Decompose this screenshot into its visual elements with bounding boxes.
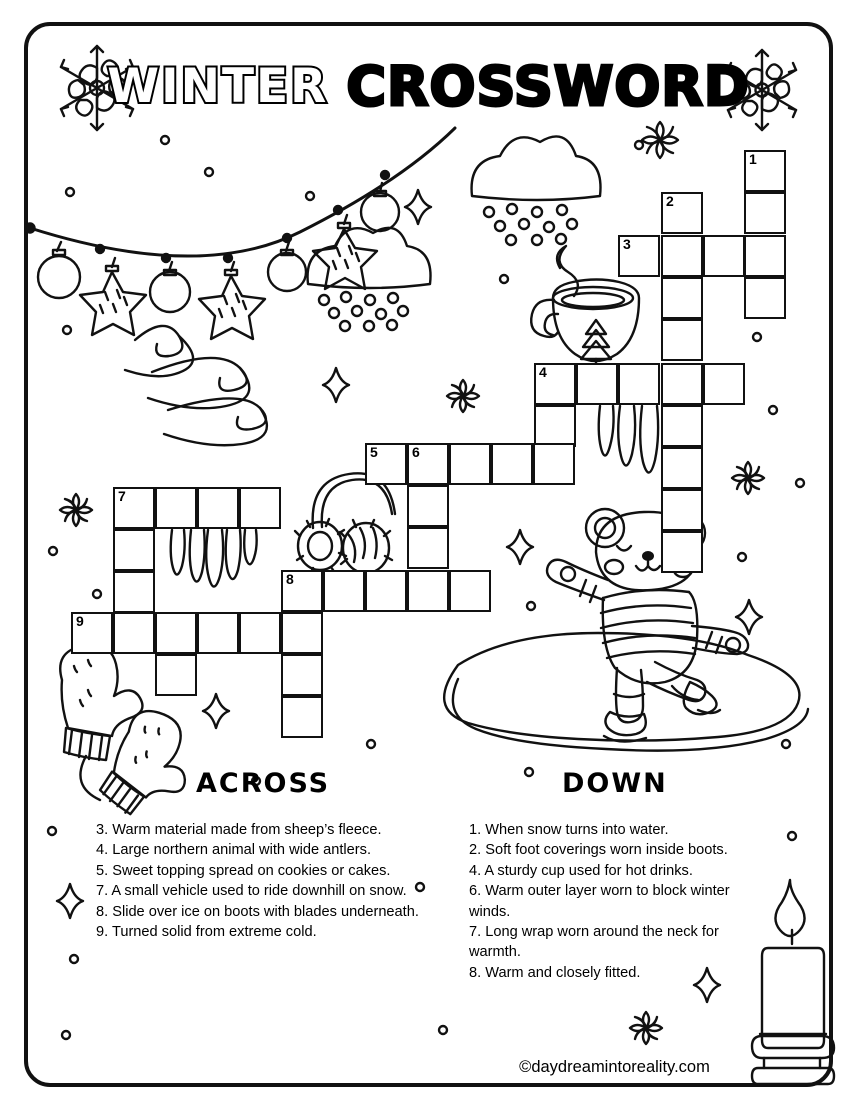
down-clue-8: 8. Warm and closely fitted. (469, 964, 641, 981)
cell-number: 3 (623, 236, 631, 252)
grid-cell[interactable] (239, 487, 281, 529)
grid-cell[interactable] (491, 443, 533, 485)
across-clue-7: 7. A small vehicle used to ride downhill on snow. (96, 883, 407, 900)
cell-number: 7 (118, 488, 126, 504)
cell-number: 2 (666, 193, 674, 209)
grid-cell[interactable] (239, 612, 281, 654)
grid-cell[interactable] (661, 489, 703, 531)
grid-cell[interactable] (661, 447, 703, 489)
grid-cell[interactable] (661, 405, 703, 447)
title-crossword: CROSSWORD (346, 54, 750, 118)
across-clue-list (96, 820, 426, 942)
grid-cell[interactable] (533, 443, 575, 485)
down-clue-7: 7. Long wrap worn around the neck for warmth. (469, 924, 719, 961)
grid-cell[interactable] (113, 529, 155, 571)
across-clue-5: 5. Sweet topping spread on cookies or cakes. (96, 862, 391, 879)
grid-cell[interactable] (113, 612, 155, 654)
footer-text: ©daydreamintoreality.com (519, 1058, 710, 1076)
grid-cell[interactable] (365, 570, 407, 612)
down-clue-6: 6. Warm outer layer worn to block winter winds. (469, 883, 730, 920)
grid-cell[interactable] (534, 405, 576, 447)
grid-cell-start-3[interactable] (618, 235, 660, 277)
across-clue-4: 4. Large northern animal with wide antlers. (96, 842, 371, 859)
cell-number: 4 (539, 364, 547, 380)
grid-cell[interactable] (113, 571, 155, 613)
down-clue-1: 1. When snow turns into water. (469, 822, 669, 838)
grid-cell[interactable] (449, 570, 491, 612)
grid-cell[interactable] (407, 527, 449, 569)
grid-cell[interactable] (281, 696, 323, 738)
across-heading: ACROSS (196, 768, 331, 799)
grid-cell[interactable] (449, 443, 491, 485)
grid-cell-start-8[interactable] (281, 570, 323, 612)
grid-cell[interactable] (744, 235, 786, 277)
down-heading: DOWN (562, 768, 668, 799)
cell-number: 9 (76, 613, 84, 629)
grid-cell-start-9[interactable] (71, 612, 113, 654)
grid-cell-start-5[interactable] (365, 443, 407, 485)
grid-cell-start-4[interactable] (534, 363, 576, 405)
grid-cell[interactable] (618, 363, 660, 405)
grid-cell[interactable] (703, 235, 745, 277)
grid-cell[interactable] (407, 485, 449, 527)
grid-cell[interactable] (661, 363, 703, 405)
grid-cell[interactable] (155, 612, 197, 654)
grid-cell[interactable] (661, 531, 703, 573)
across-clue-9: 9. Turned solid from extreme cold. (96, 924, 317, 941)
grid-cell[interactable] (323, 570, 365, 612)
cell-number: 6 (412, 444, 420, 460)
grid-cell[interactable] (744, 277, 786, 319)
cell-number: 1 (749, 151, 757, 167)
grid-cell[interactable] (661, 277, 703, 319)
grid-cell-start-2[interactable] (661, 192, 703, 234)
down-clue-4: 4. A sturdy cup used for hot drinks. (469, 862, 693, 879)
grid-cell[interactable] (197, 487, 239, 529)
grid-cell[interactable] (155, 654, 197, 696)
title-winter: WINTER (107, 58, 329, 114)
down-clue-2: 2. Soft foot coverings worn inside boots. (469, 842, 728, 859)
grid-cell[interactable] (281, 612, 323, 654)
across-clue-3: 3. Warm material made from sheep’s fleece. (96, 822, 382, 838)
footer-watermark (0, 1058, 857, 1077)
grid-cell[interactable] (155, 487, 197, 529)
grid-cell[interactable] (661, 235, 703, 277)
grid-cell[interactable] (281, 654, 323, 696)
cell-number: 8 (286, 571, 294, 587)
grid-cell[interactable] (661, 319, 703, 361)
down-clue-list (469, 820, 769, 983)
cell-number: 5 (370, 444, 378, 460)
grid-cell[interactable] (703, 363, 745, 405)
grid-cell-start-6[interactable] (407, 443, 449, 485)
grid-cell[interactable] (744, 192, 786, 234)
grid-cell[interactable] (197, 612, 239, 654)
across-clue-8: 8. Slide over ice on boots with blades underneath. (96, 903, 419, 920)
grid-cell-start-1[interactable] (744, 150, 786, 192)
grid-cell[interactable] (576, 363, 618, 405)
grid-cell-start-7[interactable] (113, 487, 155, 529)
grid-cell[interactable] (407, 570, 449, 612)
